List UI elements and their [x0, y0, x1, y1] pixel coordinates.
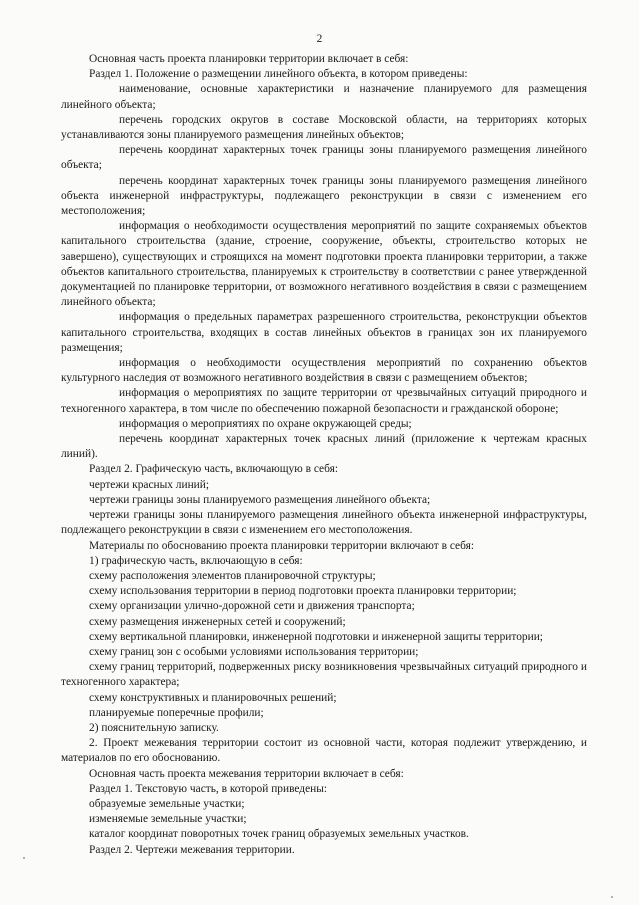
paragraph: каталог координат поворотных точек границ образуемых земельных участков.: [89, 828, 469, 841]
scan-speck: [23, 857, 25, 859]
paragraph: 1) графическую часть, включающую в себя:: [89, 554, 303, 567]
paragraph: перечень городских округов в составе Московской области, на территориях которых устанавливаются зоны планируемого размещения линейных объектов;: [61, 113, 587, 142]
paragraph: наименование, основные характеристики и назначение планируемого для размещения линейного объекта;: [61, 83, 587, 111]
paragraph: схему вертикальной планировки, инженерной подготовки и инженерной защиты территории;: [89, 630, 543, 643]
paragraph: чертежи границы зоны планируемого размещения линейного объекта инженерной инфраструктуры, подлежащего реконструкции в связи с изменением его местоположения.: [61, 509, 587, 537]
paragraph: перечень координат характерных точек границы зоны планируемого размещения линейного объекта;: [61, 144, 587, 172]
paragraph: 2. Проект межевания территории состоит из основной части, которая подлежит утверждению, и материалов по его обоснованию.: [61, 737, 587, 765]
paragraph: перечень координат характерных точек границы зоны планируемого размещения линейного объекта инженерной инфраструктуры, подлежащего реконструкции в связи с изменением его местоположения;: [61, 174, 587, 218]
paragraph: схему границ территорий, подверженных риску возникновения чрезвычайных ситуаций природного и техногенного характера;: [61, 661, 587, 689]
paragraph: Раздел 1. Текстовую часть, в которой приведены:: [89, 782, 328, 795]
paragraph: схему границ зон с особыми условиями использования территории;: [89, 645, 419, 658]
paragraph: информация о мероприятиях по охране окружающей среды;: [119, 417, 412, 430]
paragraph: схему размещения инженерных сетей и сооружений;: [89, 615, 346, 628]
paragraph: Раздел 2. Графическую часть, включающую в себя:: [89, 463, 338, 476]
paragraph: схему использования территории в период подготовки проекта планировки территории;: [89, 585, 517, 598]
paragraph: 2) пояснительную записку.: [89, 721, 219, 734]
paragraph: Основная часть проекта межевания территории включает в себя:: [89, 767, 404, 780]
paragraph: информация о необходимости осуществления мероприятий по защите сохраняемых объектов капитального строительства (здание, строение, сооружение, объекты, строительство которых не завершено), существующих и строящихся на момент подготовки проекта планировки территории, а также объектов капитального строительства, планируемых к строительству в соответствии с ранее утвержденной документацией по планировке территории, от возможного негативного воздействия в связи с размещением линейного объекта;: [61, 220, 587, 309]
paragraph: информация о предельных параметрах разрешенного строительства, реконструкции объектов капитального строительства, входящих в состав линейных объектов в границах зон их планируемого размещения;: [61, 311, 587, 354]
page-number: 2: [316, 33, 323, 45]
paragraph: информация о мероприятиях по защите территории от чрезвычайных ситуаций природного и техногенного характера, в том числе по обеспечению пожарной безопасности и гражданской обороне;: [61, 387, 587, 415]
paragraph: схему конструктивных и планировочных решений;: [89, 691, 337, 704]
scan-speck: [611, 896, 613, 898]
paragraph: схему расположения элементов планировочной структуры;: [89, 569, 376, 582]
paragraph: Материалы по обоснованию проекта планировки территории включают в себя:: [89, 539, 475, 552]
paragraph: Основная часть проекта планировки территории включает в себя:: [89, 53, 409, 65]
paragraph: изменяемые земельные участки;: [89, 813, 247, 826]
paragraph: чертежи границы зоны планируемого размещения линейного объекта;: [89, 493, 431, 506]
document-body: [61, 52, 587, 858]
paragraph: схему организации улично-дорожной сети и движения транспорта;: [89, 600, 415, 613]
paragraph: Раздел 2. Чертежи межевания территории.: [89, 843, 295, 856]
paragraph: перечень координат характерных точек красных линий (приложение к чертежам красных линий).: [61, 433, 587, 461]
paragraph: образуемые земельные участки;: [89, 797, 245, 810]
paragraph: Раздел 1. Положение о размещении линейного объекта, в котором приведены:: [89, 68, 468, 81]
paragraph: чертежи красных линий;: [89, 478, 210, 491]
paragraph: информация о необходимости осуществления мероприятий по сохранению объектов культурного наследия от возможного негативного воздействия в связи с размещением объектов;: [61, 357, 587, 385]
paragraph: планируемые поперечные профили;: [89, 706, 264, 719]
